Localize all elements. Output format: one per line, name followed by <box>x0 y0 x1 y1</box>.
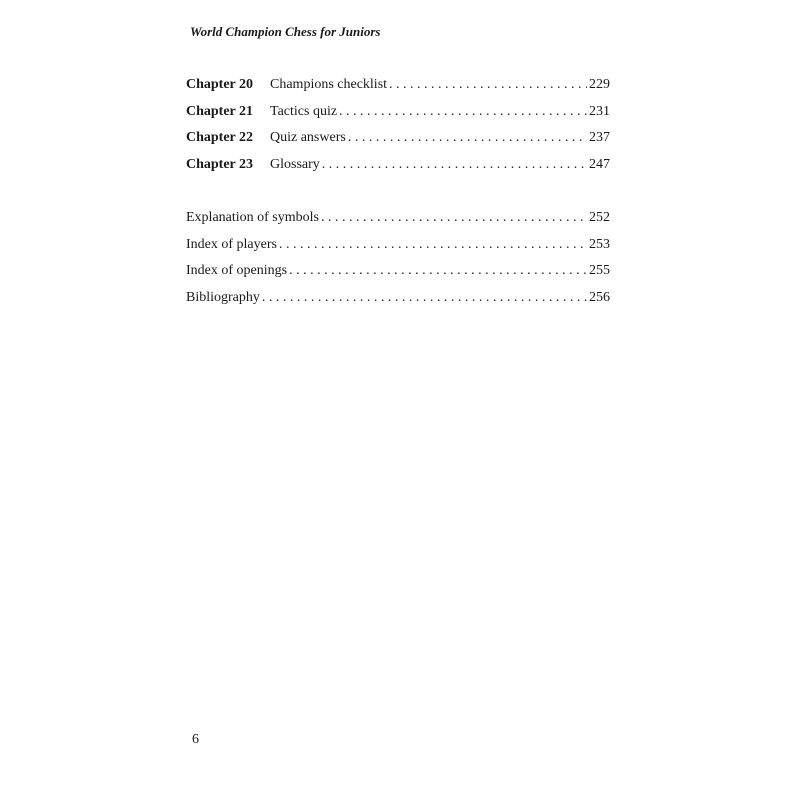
toc-chapters <box>186 72 610 178</box>
page-ref: 229 <box>589 77 610 92</box>
toc-entry <box>186 99 610 126</box>
chapter-label: Chapter 21 <box>186 103 254 119</box>
page-ref: 247 <box>589 156 610 172</box>
dot-leader <box>279 232 587 259</box>
dot-leader <box>289 258 587 285</box>
section-title: Bibliography <box>186 289 260 305</box>
toc-entry <box>186 258 610 285</box>
page-ref: 252 <box>589 210 610 225</box>
chapter-title: Champions checklist <box>270 77 388 92</box>
chapter-label: Chapter 22 <box>186 130 254 145</box>
chapter-label: Chapter 20 <box>186 77 254 92</box>
running-head: World Champion Chess for Juniors <box>190 24 381 39</box>
toc-entry <box>186 205 610 232</box>
page-number: 6 <box>192 732 199 747</box>
toc-entry <box>186 125 610 152</box>
toc-entry <box>186 232 610 259</box>
toc-entry <box>186 72 610 99</box>
toc-back-matter <box>186 205 610 311</box>
dot-leader <box>322 152 587 179</box>
dot-leader <box>348 125 587 152</box>
page-ref: 231 <box>589 103 610 119</box>
section-title: Explanation of symbols <box>186 210 319 225</box>
chapter-title: Glossary <box>270 156 320 172</box>
page-ref: 237 <box>589 130 610 145</box>
toc-entry <box>186 152 610 179</box>
chapter-label: Chapter 23 <box>186 156 254 172</box>
chapter-title: Quiz answers <box>270 130 346 145</box>
dot-leader <box>262 285 587 312</box>
section-title: Index of players <box>186 236 277 252</box>
dot-leader <box>339 99 587 126</box>
chapter-title: Tactics quiz <box>270 103 338 119</box>
page-ref: 256 <box>589 289 610 305</box>
section-title: Index of openings <box>186 263 288 278</box>
dot-leader <box>389 72 587 99</box>
toc-entry <box>186 285 610 312</box>
page-ref: 255 <box>589 263 610 278</box>
dot-leader <box>321 205 587 232</box>
page-ref: 253 <box>589 236 610 252</box>
